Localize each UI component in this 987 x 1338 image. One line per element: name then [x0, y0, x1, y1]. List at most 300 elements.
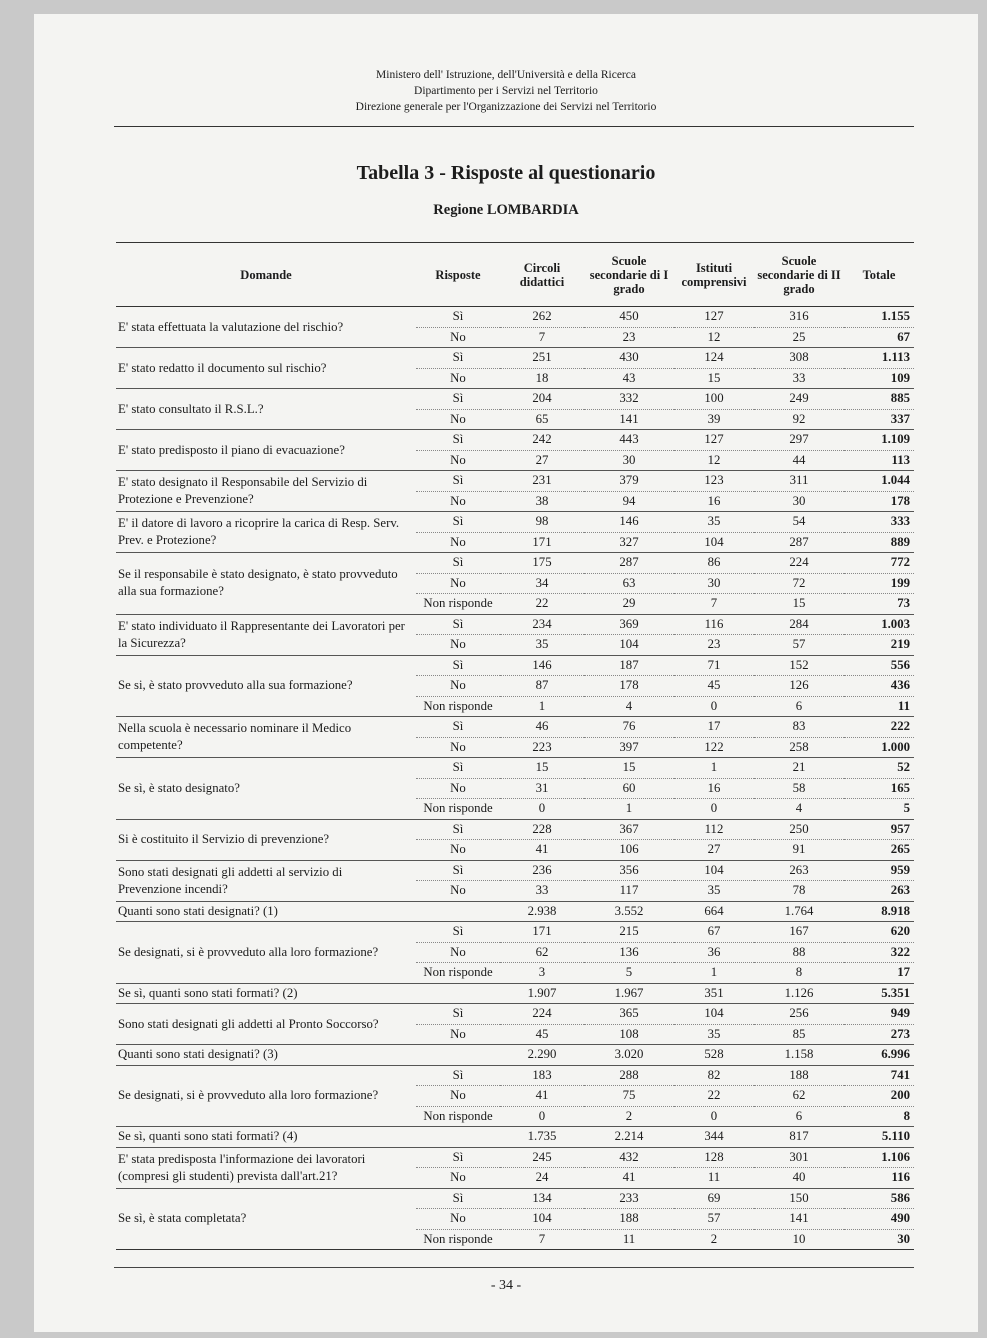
circoli-value: 1.735 [500, 1127, 584, 1148]
secondarie-2-value: 308 [754, 348, 844, 369]
secondarie-1-value: 117 [584, 881, 674, 902]
secondarie-1-value: 1 [584, 799, 674, 820]
circoli-value: 65 [500, 409, 584, 430]
circoli-value: 27 [500, 450, 584, 471]
totale-value: 265 [844, 840, 914, 861]
istituti-value: 1 [674, 963, 754, 984]
istituti-value: 45 [674, 676, 754, 697]
table-subtitle: Regione LOMBARDIA [433, 202, 579, 218]
istituti-value: 35 [674, 1024, 754, 1045]
istituti-value: 35 [674, 881, 754, 902]
question-cell: Se il responsabile è stato designato, è stato provveduto alla sua formazione? [116, 553, 416, 615]
circoli-value: 31 [500, 778, 584, 799]
totale-value: 1.044 [844, 471, 914, 492]
answer-cell: Sì [416, 471, 500, 492]
istituti-value: 30 [674, 573, 754, 594]
circoli-value: 33 [500, 881, 584, 902]
circoli-value: 171 [500, 532, 584, 553]
totale-value: 436 [844, 676, 914, 697]
istituti-value: 12 [674, 327, 754, 348]
question-cell: Quanti sono stati designati? (1) [116, 901, 416, 922]
istituti-value: 0 [674, 799, 754, 820]
secondarie-2-value: 126 [754, 676, 844, 697]
secondarie-1-value: 76 [584, 717, 674, 738]
totale-value: 263 [844, 881, 914, 902]
circoli-value: 0 [500, 799, 584, 820]
col-header-istituti: Istituti comprensivi [674, 243, 754, 307]
answer-cell: No [416, 1168, 500, 1189]
secondarie-1-value: 15 [584, 758, 674, 779]
totale-value: 273 [844, 1024, 914, 1045]
totale-value: 67 [844, 327, 914, 348]
table-row [116, 614, 914, 635]
secondarie-2-value: 263 [754, 860, 844, 881]
circoli-value: 204 [500, 389, 584, 410]
answer-cell: No [416, 532, 500, 553]
circoli-value: 236 [500, 860, 584, 881]
answer-cell: Non risponde [416, 799, 500, 820]
secondarie-1-value: 5 [584, 963, 674, 984]
secondarie-1-value: 188 [584, 1209, 674, 1230]
answer-cell: No [416, 676, 500, 697]
secondarie-2-value: 258 [754, 737, 844, 758]
answer-cell [416, 901, 500, 922]
answer-cell: Non risponde [416, 1106, 500, 1127]
secondarie-1-value: 2 [584, 1106, 674, 1127]
totale-value: 5 [844, 799, 914, 820]
table-row [116, 1004, 914, 1025]
totale-value: 178 [844, 491, 914, 512]
answer-cell: Sì [416, 860, 500, 881]
question-cell: Se si, è stato provveduto alla sua formazione? [116, 655, 416, 717]
table-row [116, 348, 914, 369]
secondarie-1-value: 215 [584, 922, 674, 943]
question-cell: E' stata predisposta l'informazione dei lavoratori (compresi gli studenti) prevista dall'art.21? [116, 1147, 416, 1188]
secondarie-2-value: 10 [754, 1229, 844, 1250]
circoli-value: 46 [500, 717, 584, 738]
secondarie-1-value: 41 [584, 1168, 674, 1189]
table-row [116, 1188, 914, 1209]
totale-value: 1.003 [844, 614, 914, 635]
istituti-value: 12 [674, 450, 754, 471]
circoli-value: 234 [500, 614, 584, 635]
answer-cell: Sì [416, 512, 500, 533]
istituti-value: 104 [674, 532, 754, 553]
istituti-value: 112 [674, 819, 754, 840]
question-cell: Se sì, quanti sono stati formati? (4) [116, 1127, 416, 1148]
secondarie-1-value: 146 [584, 512, 674, 533]
totale-value: 337 [844, 409, 914, 430]
circoli-value: 2.938 [500, 901, 584, 922]
secondarie-2-value: 30 [754, 491, 844, 512]
table-row [116, 1065, 914, 1086]
secondarie-2-value: 250 [754, 819, 844, 840]
circoli-value: 41 [500, 1086, 584, 1107]
istituti-value: 71 [674, 655, 754, 676]
answer-cell: No [416, 327, 500, 348]
totale-value: 8 [844, 1106, 914, 1127]
totale-value: 1.106 [844, 1147, 914, 1168]
secondarie-1-value: 430 [584, 348, 674, 369]
table-title: Tabella 3 - Risposte al questionario [356, 162, 656, 184]
secondarie-1-value: 3.020 [584, 1045, 674, 1066]
secondarie-2-value: 33 [754, 368, 844, 389]
circoli-value: 34 [500, 573, 584, 594]
secondarie-1-value: 365 [584, 1004, 674, 1025]
circoli-value: 224 [500, 1004, 584, 1025]
circoli-value: 18 [500, 368, 584, 389]
table-row [116, 922, 914, 943]
footer-rule [114, 1267, 914, 1268]
istituti-value: 1 [674, 758, 754, 779]
secondarie-2-value: 88 [754, 942, 844, 963]
secondarie-2-value: 188 [754, 1065, 844, 1086]
table-row [116, 758, 914, 779]
table-row [116, 1147, 914, 1168]
secondarie-2-value: 287 [754, 532, 844, 553]
col-header-risposte: Risposte [416, 243, 500, 307]
circoli-value: 262 [500, 307, 584, 328]
answer-cell: No [416, 1086, 500, 1107]
secondarie-2-value: 256 [754, 1004, 844, 1025]
answer-cell: No [416, 881, 500, 902]
table-row [116, 1045, 914, 1066]
question-cell: Se designati, si è provveduto alla loro formazione? [116, 1065, 416, 1127]
circoli-value: 134 [500, 1188, 584, 1209]
question-cell: Se sì, quanti sono stati formati? (2) [116, 983, 416, 1004]
secondarie-2-value: 83 [754, 717, 844, 738]
istituti-value: 116 [674, 614, 754, 635]
secondarie-2-value: 817 [754, 1127, 844, 1148]
istituti-value: 124 [674, 348, 754, 369]
istituti-value: 69 [674, 1188, 754, 1209]
answer-cell: Sì [416, 922, 500, 943]
col-header-domande: Domande [116, 243, 416, 307]
totale-value: 5.351 [844, 983, 914, 1004]
table-row [116, 717, 914, 738]
answer-cell [416, 983, 500, 1004]
table-row [116, 471, 914, 492]
circoli-value: 104 [500, 1209, 584, 1230]
secondarie-2-value: 92 [754, 409, 844, 430]
totale-value: 11 [844, 696, 914, 717]
totale-value: 1.109 [844, 430, 914, 451]
istituti-value: 16 [674, 778, 754, 799]
answer-cell: Sì [416, 655, 500, 676]
secondarie-2-value: 1.158 [754, 1045, 844, 1066]
istituti-value: 16 [674, 491, 754, 512]
totale-value: 109 [844, 368, 914, 389]
question-cell: E' stata effettuata la valutazione del rischio? [116, 307, 416, 348]
secondarie-1-value: 443 [584, 430, 674, 451]
answer-cell: No [416, 368, 500, 389]
circoli-value: 1 [500, 696, 584, 717]
totale-value: 219 [844, 635, 914, 656]
secondarie-1-value: 106 [584, 840, 674, 861]
secondarie-1-value: 136 [584, 942, 674, 963]
secondarie-2-value: 21 [754, 758, 844, 779]
answer-cell [416, 1127, 500, 1148]
secondarie-2-value: 316 [754, 307, 844, 328]
istituti-value: 128 [674, 1147, 754, 1168]
istituti-value: 104 [674, 1004, 754, 1025]
answer-cell: No [416, 942, 500, 963]
totale-value: 959 [844, 860, 914, 881]
circoli-value: 15 [500, 758, 584, 779]
table-row [116, 512, 914, 533]
answer-cell: Sì [416, 430, 500, 451]
istituti-value: 664 [674, 901, 754, 922]
circoli-value: 2.290 [500, 1045, 584, 1066]
answer-cell: Sì [416, 1004, 500, 1025]
totale-value: 1.000 [844, 737, 914, 758]
totale-value: 333 [844, 512, 914, 533]
table-row [116, 819, 914, 840]
secondarie-2-value: 301 [754, 1147, 844, 1168]
istituti-value: 528 [674, 1045, 754, 1066]
istituti-value: 0 [674, 1106, 754, 1127]
answer-cell: No [416, 573, 500, 594]
secondarie-1-value: 23 [584, 327, 674, 348]
table-row [116, 901, 914, 922]
totale-value: 17 [844, 963, 914, 984]
secondarie-2-value: 58 [754, 778, 844, 799]
question-cell: E' il datore di lavoro a ricoprire la carica di Resp. Serv. Prev. e Protezione? [116, 512, 416, 553]
table-row [116, 389, 914, 410]
question-cell: Se sì, è stata completata? [116, 1188, 416, 1250]
secondarie-2-value: 4 [754, 799, 844, 820]
circoli-value: 7 [500, 327, 584, 348]
circoli-value: 98 [500, 512, 584, 533]
answer-cell: Non risponde [416, 696, 500, 717]
istituti-value: 344 [674, 1127, 754, 1148]
totale-value: 889 [844, 532, 914, 553]
question-cell: E' stato predisposto il piano di evacuazione? [116, 430, 416, 471]
istituti-value: 127 [674, 307, 754, 328]
istituti-value: 27 [674, 840, 754, 861]
secondarie-2-value: 167 [754, 922, 844, 943]
circoli-value: 228 [500, 819, 584, 840]
totale-value: 222 [844, 717, 914, 738]
col-header-circoli: Circoli didattici [500, 243, 584, 307]
istituti-value: 82 [674, 1065, 754, 1086]
secondarie-2-value: 249 [754, 389, 844, 410]
table-row [116, 553, 914, 574]
col-header-secondarie-2: Scuole secondarie di II grado [754, 243, 844, 307]
circoli-value: 0 [500, 1106, 584, 1127]
secondarie-1-value: 4 [584, 696, 674, 717]
totale-value: 113 [844, 450, 914, 471]
secondarie-1-value: 104 [584, 635, 674, 656]
istituti-value: 351 [674, 983, 754, 1004]
circoli-value: 1.907 [500, 983, 584, 1004]
circoli-value: 62 [500, 942, 584, 963]
secondarie-1-value: 29 [584, 594, 674, 615]
istituti-value: 17 [674, 717, 754, 738]
secondarie-2-value: 152 [754, 655, 844, 676]
secondarie-2-value: 44 [754, 450, 844, 471]
answer-cell: Sì [416, 348, 500, 369]
circoli-value: 22 [500, 594, 584, 615]
header-ministry: Ministero dell' Istruzione, dell'Università e della Ricerca [376, 69, 636, 81]
totale-value: 200 [844, 1086, 914, 1107]
answer-cell: Sì [416, 819, 500, 840]
circoli-value: 7 [500, 1229, 584, 1250]
question-cell: Si è costituito il Servizio di prevenzione? [116, 819, 416, 860]
totale-value: 1.113 [844, 348, 914, 369]
totale-value: 73 [844, 594, 914, 615]
col-header-secondarie-1: Scuole secondarie di I grado [584, 243, 674, 307]
header-rule [114, 126, 914, 127]
istituti-value: 23 [674, 635, 754, 656]
answer-cell: No [416, 450, 500, 471]
answer-cell: No [416, 1024, 500, 1045]
istituti-value: 104 [674, 860, 754, 881]
page-number: - 34 - [490, 1278, 522, 1293]
answer-cell: Sì [416, 307, 500, 328]
table-row [116, 430, 914, 451]
totale-value: 52 [844, 758, 914, 779]
secondarie-1-value: 30 [584, 450, 674, 471]
secondarie-1-value: 75 [584, 1086, 674, 1107]
answer-cell: Sì [416, 717, 500, 738]
secondarie-1-value: 108 [584, 1024, 674, 1045]
answer-cell: No [416, 737, 500, 758]
circoli-value: 245 [500, 1147, 584, 1168]
secondarie-2-value: 6 [754, 1106, 844, 1127]
secondarie-2-value: 1.764 [754, 901, 844, 922]
istituti-value: 11 [674, 1168, 754, 1189]
secondarie-1-value: 3.552 [584, 901, 674, 922]
circoli-value: 45 [500, 1024, 584, 1045]
totale-value: 885 [844, 389, 914, 410]
istituti-value: 67 [674, 922, 754, 943]
secondarie-1-value: 11 [584, 1229, 674, 1250]
secondarie-1-value: 2.214 [584, 1127, 674, 1148]
answer-cell: No [416, 778, 500, 799]
secondarie-1-value: 43 [584, 368, 674, 389]
secondarie-2-value: 57 [754, 635, 844, 656]
totale-value: 6.996 [844, 1045, 914, 1066]
question-cell: E' stato individuato il Rappresentante dei Lavoratori per la Sicurezza? [116, 614, 416, 655]
circoli-value: 146 [500, 655, 584, 676]
istituti-value: 86 [674, 553, 754, 574]
secondarie-1-value: 369 [584, 614, 674, 635]
header-department: Dipartimento per i Servizi nel Territorio [414, 85, 598, 97]
totale-value: 116 [844, 1168, 914, 1189]
secondarie-1-value: 141 [584, 409, 674, 430]
secondarie-2-value: 78 [754, 881, 844, 902]
totale-value: 8.918 [844, 901, 914, 922]
istituti-value: 122 [674, 737, 754, 758]
secondarie-1-value: 450 [584, 307, 674, 328]
totale-value: 957 [844, 819, 914, 840]
question-cell: E' stato redatto il documento sul rischio? [116, 348, 416, 389]
answer-cell: Non risponde [416, 963, 500, 984]
istituti-value: 35 [674, 512, 754, 533]
answer-cell: Non risponde [416, 1229, 500, 1250]
answer-cell: Sì [416, 758, 500, 779]
circoli-value: 171 [500, 922, 584, 943]
totale-value: 165 [844, 778, 914, 799]
circoli-value: 175 [500, 553, 584, 574]
secondarie-2-value: 1.126 [754, 983, 844, 1004]
questionnaire-table [116, 242, 914, 1250]
totale-value: 741 [844, 1065, 914, 1086]
question-cell: Se sì, è stato designato? [116, 758, 416, 820]
answer-cell: Sì [416, 1065, 500, 1086]
secondarie-2-value: 15 [754, 594, 844, 615]
istituti-value: 57 [674, 1209, 754, 1230]
secondarie-1-value: 187 [584, 655, 674, 676]
istituti-value: 2 [674, 1229, 754, 1250]
circoli-value: 87 [500, 676, 584, 697]
totale-value: 199 [844, 573, 914, 594]
istituti-value: 7 [674, 594, 754, 615]
secondarie-2-value: 284 [754, 614, 844, 635]
totale-value: 949 [844, 1004, 914, 1025]
secondarie-2-value: 54 [754, 512, 844, 533]
table-row [116, 1127, 914, 1148]
secondarie-2-value: 40 [754, 1168, 844, 1189]
secondarie-1-value: 94 [584, 491, 674, 512]
secondarie-1-value: 60 [584, 778, 674, 799]
secondarie-2-value: 150 [754, 1188, 844, 1209]
secondarie-1-value: 432 [584, 1147, 674, 1168]
secondarie-2-value: 91 [754, 840, 844, 861]
secondarie-1-value: 287 [584, 553, 674, 574]
totale-value: 1.155 [844, 307, 914, 328]
istituti-value: 22 [674, 1086, 754, 1107]
table-row [116, 307, 914, 328]
secondarie-2-value: 6 [754, 696, 844, 717]
totale-value: 30 [844, 1229, 914, 1250]
table-row [116, 655, 914, 676]
secondarie-1-value: 397 [584, 737, 674, 758]
answer-cell: Sì [416, 1188, 500, 1209]
istituti-value: 100 [674, 389, 754, 410]
circoli-value: 223 [500, 737, 584, 758]
secondarie-2-value: 224 [754, 553, 844, 574]
secondarie-1-value: 332 [584, 389, 674, 410]
istituti-value: 39 [674, 409, 754, 430]
istituti-value: 15 [674, 368, 754, 389]
secondarie-2-value: 297 [754, 430, 844, 451]
circoli-value: 183 [500, 1065, 584, 1086]
secondarie-2-value: 311 [754, 471, 844, 492]
totale-value: 772 [844, 553, 914, 574]
secondarie-1-value: 1.967 [584, 983, 674, 1004]
answer-cell: Sì [416, 614, 500, 635]
circoli-value: 41 [500, 840, 584, 861]
totale-value: 5.110 [844, 1127, 914, 1148]
answer-cell [416, 1045, 500, 1066]
secondarie-1-value: 63 [584, 573, 674, 594]
totale-value: 490 [844, 1209, 914, 1230]
table-body [116, 307, 914, 1250]
question-cell: E' stato designato il Responsabile del Servizio di Protezione e Prevenzione? [116, 471, 416, 512]
answer-cell: No [416, 635, 500, 656]
istituti-value: 123 [674, 471, 754, 492]
istituti-value: 36 [674, 942, 754, 963]
totale-value: 556 [844, 655, 914, 676]
question-cell: Sono stati designati gli addetti al servizio di Prevenzione incendi? [116, 860, 416, 901]
secondarie-1-value: 178 [584, 676, 674, 697]
secondarie-1-value: 367 [584, 819, 674, 840]
circoli-value: 231 [500, 471, 584, 492]
secondarie-2-value: 72 [754, 573, 844, 594]
answer-cell: Sì [416, 553, 500, 574]
